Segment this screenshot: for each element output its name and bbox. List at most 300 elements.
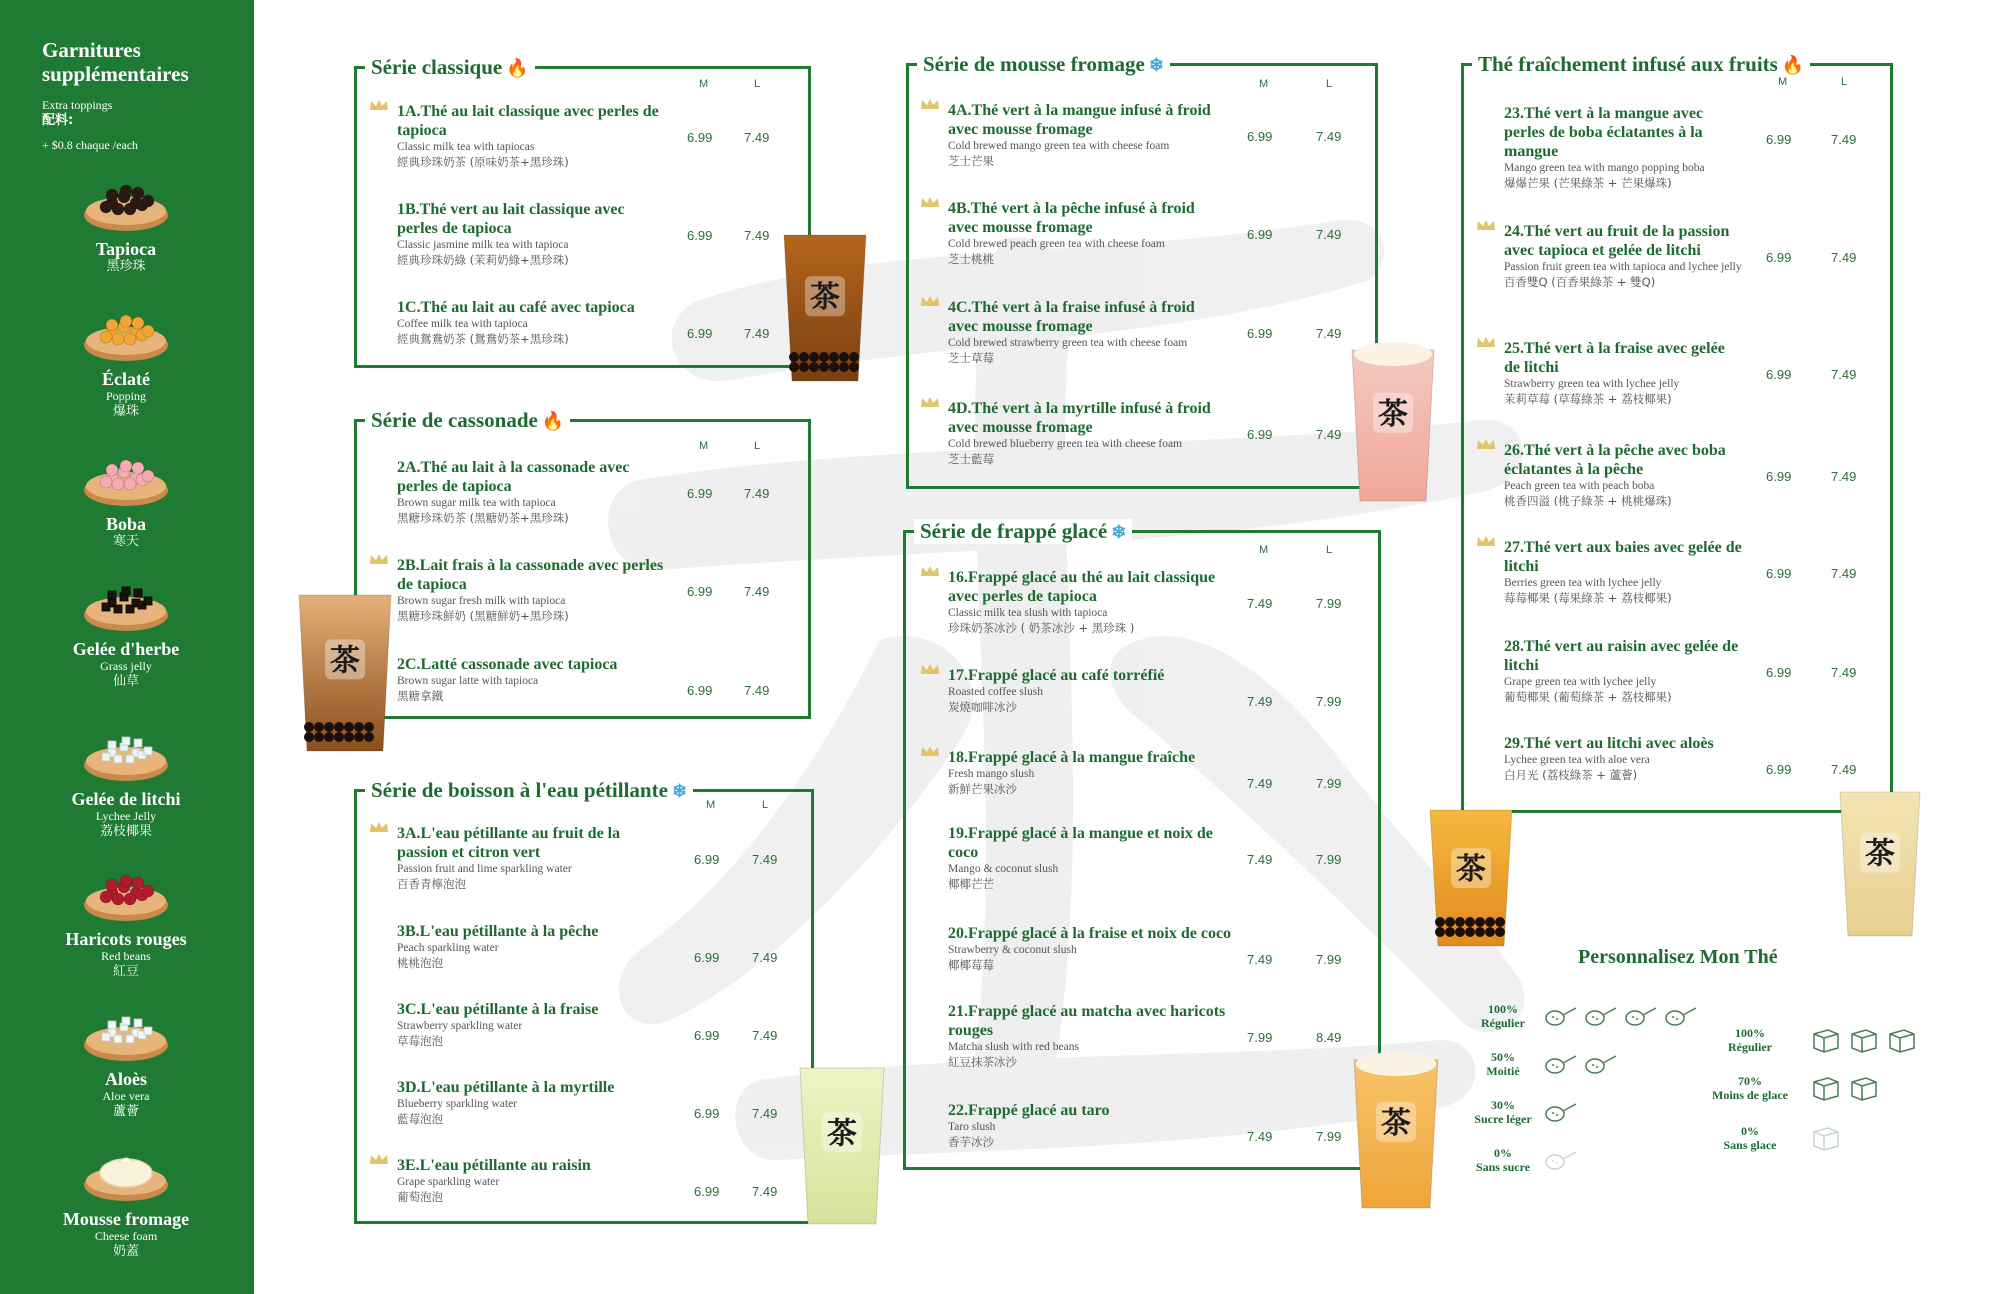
topping-english: Popping — [105, 389, 146, 403]
price-large: 7.49 — [752, 852, 778, 867]
item-english: Mango & coconut slush — [948, 863, 1059, 875]
menu-item — [1504, 441, 1744, 509]
price-medium: 6.99 — [1247, 129, 1273, 144]
item-chinese: 白月光 (荔枝綠茶 + 蘆薈) — [1504, 768, 1638, 782]
size-medium-header: M — [1778, 76, 1788, 88]
topping-chinese: 荔枝椰果 — [99, 824, 152, 839]
item-chinese: 莓莓椰果 (莓果綠茶 + 荔枝椰果) — [1504, 591, 1672, 605]
sugar-level-label — [1465, 1146, 1541, 1174]
sugar-level-name: Sans sucre — [1475, 1160, 1531, 1174]
signature-crown-icon — [1476, 437, 1496, 449]
price-medium: 7.49 — [1247, 776, 1273, 791]
item-english: Matcha slush with red beans — [948, 1041, 1079, 1053]
price-large: 7.99 — [1316, 776, 1342, 791]
signature-crown-icon — [920, 97, 940, 109]
section-cassonade-title-text: Série de cassonade — [371, 408, 538, 432]
cup-logo-char: 茶 — [1381, 1105, 1411, 1141]
sugar-level-label — [1465, 1002, 1541, 1030]
price-large: 7.99 — [1316, 1129, 1342, 1144]
signature-crown-icon — [369, 820, 389, 832]
item-english: Passion fruit and lime sparkling water — [397, 863, 572, 875]
ice-level-label — [1702, 1074, 1798, 1102]
snowflake-icon: ❄ — [671, 781, 688, 801]
item-name: 3A.L'eau pétillante au fruit de la passion et citron vert — [397, 825, 621, 861]
popping-icon — [82, 305, 170, 367]
size-medium-header: M — [706, 799, 716, 811]
sugar-spoon-icon — [1625, 1006, 1657, 1028]
price-large: 7.49 — [1316, 326, 1342, 341]
item-name: 29.Thé vert au litchi avec aloès — [1504, 735, 1714, 752]
item-chinese: 草莓泡泡 — [397, 1034, 443, 1048]
sidebar-subtitle-cn: 配料: — [42, 113, 74, 128]
ice-cube-icon — [1846, 1024, 1880, 1056]
sugar-level-label — [1465, 1098, 1541, 1126]
sugar-level-label — [1465, 1050, 1541, 1078]
item-name: 2A.Thé au lait à la cassonade avec perles de tapioca — [397, 459, 630, 495]
menu-item — [397, 655, 667, 704]
item-name: 24.Thé vert au fruit de la passion avec tapioca et gelée de litchi — [1504, 223, 1730, 259]
ice-level-name: Régulier — [1728, 1040, 1772, 1054]
item-chinese: 紅豆抹茶冰沙 — [948, 1055, 1017, 1069]
item-english: Berries green tea with lychee jelly — [1504, 577, 1662, 589]
cup-logo-char: 茶 — [827, 1116, 857, 1152]
price-medium: 6.99 — [1766, 566, 1792, 581]
item-chinese: 葡萄泡泡 — [397, 1190, 443, 1204]
item-name: 2C.Latté cassonade avec tapioca — [397, 656, 618, 673]
aloe-icon — [82, 1005, 170, 1067]
signature-crown-icon — [1476, 218, 1496, 230]
sidebar-price-each: + $0.8 chaque /each — [42, 138, 139, 152]
item-english: Cold brewed strawberry green tea with cheese foam — [948, 337, 1188, 349]
sugar-spoon-icon — [1665, 1006, 1697, 1028]
price-large: 7.49 — [1316, 427, 1342, 442]
signature-crown-icon — [920, 662, 940, 674]
size-medium-header: M — [699, 440, 709, 452]
section-classique-title — [365, 55, 535, 80]
sugar-level-percent: 100% — [1488, 1002, 1518, 1016]
menu-item — [948, 399, 1218, 467]
item-name: 1C.Thé au lait au café avec tapioca — [397, 299, 635, 316]
item-english: Mango green tea with mango popping boba — [1504, 162, 1705, 174]
signature-crown-icon — [369, 1152, 389, 1164]
item-chinese: 桃桃泡泡 — [397, 956, 443, 970]
price-medium: 6.99 — [1247, 227, 1273, 242]
cup-logo-char: 茶 — [1378, 396, 1408, 432]
sugar-level-percent: 0% — [1494, 1146, 1512, 1160]
price-medium: 6.99 — [1766, 469, 1792, 484]
item-name: 1A.Thé au lait classique avec perles de tapioca — [397, 103, 659, 139]
menu-item — [948, 199, 1218, 267]
price-medium: 6.99 — [694, 1106, 720, 1121]
item-name: 3E.L'eau pétillante au raisin — [397, 1157, 591, 1174]
size-large-header: L — [1326, 78, 1333, 90]
price-large: 7.99 — [1316, 596, 1342, 611]
item-name: 21.Frappé glacé au matcha avec haricots rouges — [948, 1003, 1226, 1039]
item-chinese: 炭燒咖啡冰沙 — [948, 700, 1017, 714]
lychee-jelly-icon — [82, 725, 170, 787]
section-fruits-title — [1472, 52, 1810, 77]
item-chinese: 黑糖拿鐵 — [397, 689, 443, 703]
signature-crown-icon — [369, 552, 389, 564]
price-medium: 7.49 — [1247, 952, 1273, 967]
fire-icon: 🔥 — [541, 411, 565, 431]
fire-icon: 🔥 — [1781, 55, 1805, 75]
item-name: 22.Frappé glacé au taro — [948, 1102, 1110, 1119]
price-large: 7.99 — [1316, 952, 1342, 967]
menu-item — [1504, 339, 1744, 407]
cup-logo-char: 茶 — [1865, 836, 1895, 872]
ice-cube-icon — [1846, 1072, 1880, 1104]
price-medium: 7.49 — [1247, 1129, 1273, 1144]
section-petillante-title-text: Série de boisson à l'eau pétillante — [371, 778, 668, 802]
price-medium: 6.99 — [687, 683, 713, 698]
price-medium: 7.49 — [1247, 852, 1273, 867]
price-large: 7.49 — [1831, 762, 1857, 777]
sidebar-title: Garnitures supplémentaires — [42, 38, 189, 86]
price-large: 7.49 — [744, 228, 770, 243]
item-chinese: 黑糖珍珠鮮奶 (黑糖鮮奶+黑珍珠) — [397, 609, 569, 623]
topping-chinese: 仙草 — [112, 674, 139, 689]
item-chinese: 椰椰莓莓 — [948, 958, 994, 972]
slush-drink-illustration — [1350, 1050, 1442, 1212]
price-medium: 6.99 — [687, 228, 713, 243]
item-name: 3D.L'eau pétillante à la myrtille — [397, 1079, 615, 1096]
menu-item — [948, 298, 1218, 366]
price-large: 7.49 — [1316, 227, 1342, 242]
menu-item — [948, 666, 1233, 715]
topping-chinese: 寒天 — [112, 534, 139, 549]
size-large-header: L — [1841, 76, 1848, 88]
item-chinese: 芝士藍莓 — [948, 452, 994, 466]
item-chinese: 茉莉草莓 (草莓綠茶 + 荔枝椰果) — [1504, 392, 1672, 406]
section-mousse-title-text: Série de mousse fromage — [923, 52, 1145, 76]
item-english: Passion fruit green tea with tapioca and lychee jelly — [1504, 261, 1742, 273]
price-large: 7.99 — [1316, 694, 1342, 709]
topping-chinese: 紅豆 — [112, 964, 139, 979]
item-chinese: 香芋冰沙 — [948, 1135, 994, 1149]
price-large: 7.49 — [752, 1184, 778, 1199]
item-english: Fresh mango slush — [948, 768, 1035, 780]
topping-english: Aloe vera — [102, 1089, 150, 1103]
item-english: Roasted coffee slush — [948, 686, 1043, 698]
ice-cube-icon — [1808, 1072, 1842, 1104]
ice-cube-icon — [1884, 1024, 1918, 1056]
price-medium: 6.99 — [1766, 367, 1792, 382]
price-large: 7.49 — [752, 1028, 778, 1043]
item-english: Taro slush — [948, 1121, 996, 1133]
price-medium: 6.99 — [694, 852, 720, 867]
price-large: 7.49 — [744, 584, 770, 599]
topping-name: Tapioca — [95, 239, 157, 259]
price-medium: 6.99 — [1766, 132, 1792, 147]
menu-item — [948, 1002, 1233, 1070]
topping-name: Gelée de litchi — [71, 789, 181, 809]
tapioca-icon — [82, 175, 170, 237]
red-beans-icon — [82, 865, 170, 927]
price-medium: 6.99 — [687, 130, 713, 145]
menu-item — [397, 458, 667, 526]
item-name: 2B.Lait frais à la cassonade avec perles de tapioca — [397, 557, 664, 593]
mango-boba-drink-illustration — [1426, 800, 1516, 950]
item-chinese: 芝士芒果 — [948, 154, 994, 168]
item-name: 28.Thé vert au raisin avec gelée de litchi — [1504, 638, 1739, 674]
item-english: Blueberry sparkling water — [397, 1098, 518, 1110]
sugar-spoon-icon — [1585, 1054, 1617, 1076]
size-large-header: L — [754, 78, 761, 90]
item-english: Grape sparkling water — [397, 1176, 500, 1188]
ice-level-label — [1702, 1124, 1798, 1152]
price-medium: 6.99 — [1766, 762, 1792, 777]
item-english: Peach sparkling water — [397, 942, 499, 954]
menu-item — [397, 556, 667, 624]
price-large: 7.49 — [1316, 129, 1342, 144]
item-english: Coffee milk tea with tapioca — [397, 318, 528, 330]
size-large-header: L — [1326, 544, 1333, 556]
price-large: 7.49 — [752, 1106, 778, 1121]
topping-item — [60, 305, 192, 419]
price-medium: 6.99 — [1247, 427, 1273, 442]
item-english: Cold brewed blueberry green tea with cheese foam — [948, 438, 1183, 450]
topping-item — [60, 575, 192, 689]
ice-level-percent: 70% — [1738, 1074, 1762, 1088]
price-medium: 6.99 — [694, 1028, 720, 1043]
item-english: Peach green tea with peach boba — [1504, 480, 1655, 492]
menu-item — [397, 1156, 667, 1205]
section-cassonade-title — [365, 408, 570, 433]
item-name: 4B.Thé vert à la pêche infusé à froid avec mousse fromage — [948, 200, 1195, 236]
price-large: 7.49 — [1831, 566, 1857, 581]
item-chinese: 葡萄椰果 (葡萄綠茶 + 荔枝椰果) — [1504, 690, 1672, 704]
sparkling-drink-illustration — [796, 1058, 888, 1228]
item-name: 4C.Thé vert à la fraise infusé à froid avec mousse fromage — [948, 299, 1195, 335]
item-english: Grape green tea with lychee jelly — [1504, 676, 1657, 688]
price-large: 7.49 — [744, 486, 770, 501]
size-medium-header: M — [699, 78, 709, 90]
topping-name: Éclaté — [102, 369, 150, 389]
price-medium: 6.99 — [1766, 250, 1792, 265]
signature-crown-icon — [920, 564, 940, 576]
signature-crown-icon — [920, 294, 940, 306]
price-medium: 7.49 — [1247, 694, 1273, 709]
sugar-level-percent: 30% — [1491, 1098, 1515, 1112]
item-chinese: 經典珍珠奶綠 (茉莉奶綠+黑珍珠) — [397, 253, 569, 267]
classic-milk-tea-drink-illustration — [780, 225, 870, 385]
section-petillante-title — [365, 778, 693, 803]
sugar-spoon-icon — [1545, 1102, 1577, 1124]
sugar-spoon-icon — [1585, 1006, 1617, 1028]
sugar-spoon-icon — [1545, 1006, 1577, 1028]
menu-item — [397, 102, 667, 170]
topping-name: Aloès — [105, 1069, 147, 1089]
topping-name: Haricots rouges — [65, 929, 187, 949]
item-name: 26.Thé vert à la pêche avec boba éclatantes à la pêche — [1504, 442, 1726, 478]
topping-item — [60, 1005, 192, 1119]
item-chinese: 椰椰芒芒 — [948, 877, 994, 891]
price-large: 7.49 — [744, 130, 770, 145]
price-large: 7.49 — [1831, 665, 1857, 680]
toppings-sidebar — [0, 0, 254, 1294]
sidebar-subtitle-en: Extra toppings — [42, 98, 113, 112]
ice-cube-icon — [1808, 1024, 1842, 1056]
topping-chinese: 奶蓋 — [112, 1244, 139, 1259]
signature-crown-icon — [369, 98, 389, 110]
customize-title: Personnalisez Mon Thé — [1578, 946, 1778, 968]
item-english: Brown sugar fresh milk with tapioca — [397, 595, 566, 607]
item-name: 25.Thé vert à la fraise avec gelée de litchi — [1504, 340, 1725, 376]
topping-name: Mousse fromage — [62, 1209, 190, 1229]
size-large-header: L — [754, 440, 761, 452]
item-chinese: 百香青檸泡泡 — [397, 877, 466, 891]
item-chinese: 經典珍珠奶茶 (原味奶茶+黑珍珠) — [397, 155, 569, 169]
item-english: Classic jasmine milk tea with tapioca — [397, 239, 569, 251]
lychee-drink-illustration — [1836, 782, 1924, 940]
item-chinese: 黑糖珍珠奶茶 (黑糖奶茶+黑珍珠) — [397, 511, 569, 525]
price-medium: 6.99 — [694, 1184, 720, 1199]
menu-item — [397, 1078, 667, 1127]
section-classique-title-text: Série classique — [371, 55, 503, 79]
price-medium: 7.99 — [1247, 1030, 1273, 1045]
sugar-spoon-icon — [1545, 1150, 1577, 1172]
menu-item — [948, 924, 1233, 973]
item-name: 17.Frappé glacé au café torréfié — [948, 667, 1165, 684]
item-name: 4D.Thé vert à la myrtille infusé à froid avec mousse fromage — [948, 400, 1211, 436]
price-large: 7.49 — [1831, 469, 1857, 484]
size-medium-header: M — [1259, 544, 1269, 556]
section-fruits-title-text: Thé fraîchement infusé aux fruits — [1478, 52, 1778, 76]
item-english: Lychee green tea with aloe vera — [1504, 754, 1650, 766]
item-name: 18.Frappé glacé à la mangue fraîche — [948, 749, 1196, 766]
cheese-foam-drink-illustration — [1348, 340, 1438, 505]
item-english: Cold brewed peach green tea with cheese foam — [948, 238, 1165, 250]
price-large: 7.99 — [1316, 852, 1342, 867]
item-chinese: 芝士草莓 — [948, 351, 994, 365]
price-large: 7.49 — [744, 326, 770, 341]
sugar-level-name: Régulier — [1481, 1016, 1525, 1030]
size-medium-header: M — [1259, 78, 1269, 90]
menu-item — [948, 824, 1233, 892]
price-large: 7.49 — [1831, 132, 1857, 147]
sugar-level-percent: 50% — [1491, 1050, 1515, 1064]
price-large: 7.49 — [744, 683, 770, 698]
sugar-spoon-icon — [1545, 1054, 1577, 1076]
topping-english: Grass jelly — [100, 659, 152, 673]
menu-item — [948, 748, 1233, 797]
menu-item — [397, 298, 667, 347]
section-frappe-title — [914, 519, 1132, 544]
menu-item — [397, 922, 667, 971]
price-large: 7.49 — [752, 950, 778, 965]
item-english: Strawberry & coconut slush — [948, 944, 1077, 956]
grass-jelly-icon — [82, 575, 170, 637]
signature-crown-icon — [920, 195, 940, 207]
menu-item — [948, 101, 1218, 169]
signature-crown-icon — [1476, 534, 1496, 546]
menu-item — [1504, 734, 1744, 783]
signature-crown-icon — [1476, 335, 1496, 347]
item-name: 1B.Thé vert au lait classique avec perles de tapioca — [397, 201, 625, 237]
item-english: Classic milk tea slush with tapioca — [948, 607, 1108, 619]
ice-level-percent: 0% — [1741, 1124, 1759, 1138]
item-chinese: 芝士桃桃 — [948, 252, 994, 266]
boba-icon — [82, 450, 170, 512]
section-frappe-title-text: Série de frappé glacé — [920, 519, 1108, 543]
item-english: Strawberry sparkling water — [397, 1020, 523, 1032]
topping-item — [60, 450, 192, 549]
item-chinese: 新鮮芒果冰沙 — [948, 782, 1017, 796]
menu-item — [948, 1101, 1233, 1150]
price-large: 7.49 — [1831, 367, 1857, 382]
fire-icon: 🔥 — [506, 58, 529, 78]
topping-chinese: 爆珠 — [112, 404, 139, 419]
menu-item — [948, 568, 1233, 636]
ice-level-name: Sans glace — [1723, 1138, 1777, 1152]
item-english: Cold brewed mango green tea with cheese foam — [948, 140, 1170, 152]
menu-item — [397, 1000, 667, 1049]
price-medium: 6.99 — [694, 950, 720, 965]
topping-name: Boba — [105, 514, 147, 534]
topping-english: Lychee Jelly — [95, 809, 157, 823]
item-name: 23.Thé vert à la mangue avec perles de boba éclatantes à la mangue — [1504, 105, 1704, 160]
cup-logo-char: 茶 — [330, 643, 360, 679]
topping-item — [60, 865, 192, 979]
item-name: 16.Frappé glacé au thé au lait classique avec perles de tapioca — [948, 569, 1216, 605]
topping-item — [60, 725, 192, 839]
item-name: 19.Frappé glacé à la mangue et noix de coco — [948, 825, 1213, 861]
signature-crown-icon — [920, 744, 940, 756]
topping-item — [60, 1145, 192, 1259]
topping-item — [60, 175, 192, 274]
item-name: 3B.L'eau pétillante à la pêche — [397, 923, 599, 940]
item-chinese: 珍珠奶茶冰沙 ( 奶茶冰沙 + 黑珍珠 ) — [948, 621, 1135, 635]
menu-item — [1504, 637, 1744, 705]
sidebar-subtitle — [42, 98, 112, 128]
brown-sugar-drink-illustration — [295, 585, 395, 755]
price-large: 7.49 — [1831, 250, 1857, 265]
topping-name: Gelée d'herbe — [72, 639, 180, 659]
topping-english: Red beans — [101, 949, 151, 963]
snowflake-icon: ❄ — [1148, 55, 1164, 75]
item-name: 20.Frappé glacé à la fraise et noix de coco — [948, 925, 1232, 942]
item-name: 3C.L'eau pétillante à la fraise — [397, 1001, 599, 1018]
cheese-foam-icon — [82, 1145, 170, 1207]
topping-chinese: 蘆薈 — [112, 1104, 139, 1119]
ice-level-label — [1702, 1026, 1798, 1054]
price-medium: 7.49 — [1247, 596, 1273, 611]
menu-item — [397, 824, 667, 892]
menu-item — [1504, 104, 1744, 191]
item-name: 27.Thé vert aux baies avec gelée de litchi — [1504, 539, 1742, 575]
item-english: Brown sugar milk tea with tapioca — [397, 497, 556, 509]
signature-crown-icon — [920, 395, 940, 407]
price-medium: 6.99 — [1766, 665, 1792, 680]
item-chinese: 經典鴛鴦奶茶 (鴛鴦奶茶+黑珍珠) — [397, 332, 569, 346]
item-english: Strawberry green tea with lychee jelly — [1504, 378, 1680, 390]
ice-level-percent: 100% — [1735, 1026, 1765, 1040]
price-large: 8.49 — [1316, 1030, 1342, 1045]
price-medium: 6.99 — [687, 326, 713, 341]
price-medium: 6.99 — [687, 584, 713, 599]
menu-item — [397, 200, 667, 268]
sugar-level-name: Sucre léger — [1474, 1112, 1532, 1126]
item-chinese: 爆爆芒果 (芒果綠茶 + 芒果爆珠) — [1504, 176, 1672, 190]
topping-chinese: 黑珍珠 — [106, 259, 146, 274]
cup-logo-char: 茶 — [1456, 852, 1486, 887]
item-english: Brown sugar latte with tapioca — [397, 675, 539, 687]
cup-logo-char: 茶 — [810, 280, 840, 316]
item-chinese: 藍莓泡泡 — [397, 1112, 443, 1126]
ice-cube-icon — [1808, 1122, 1842, 1154]
menu-item — [1504, 538, 1744, 606]
